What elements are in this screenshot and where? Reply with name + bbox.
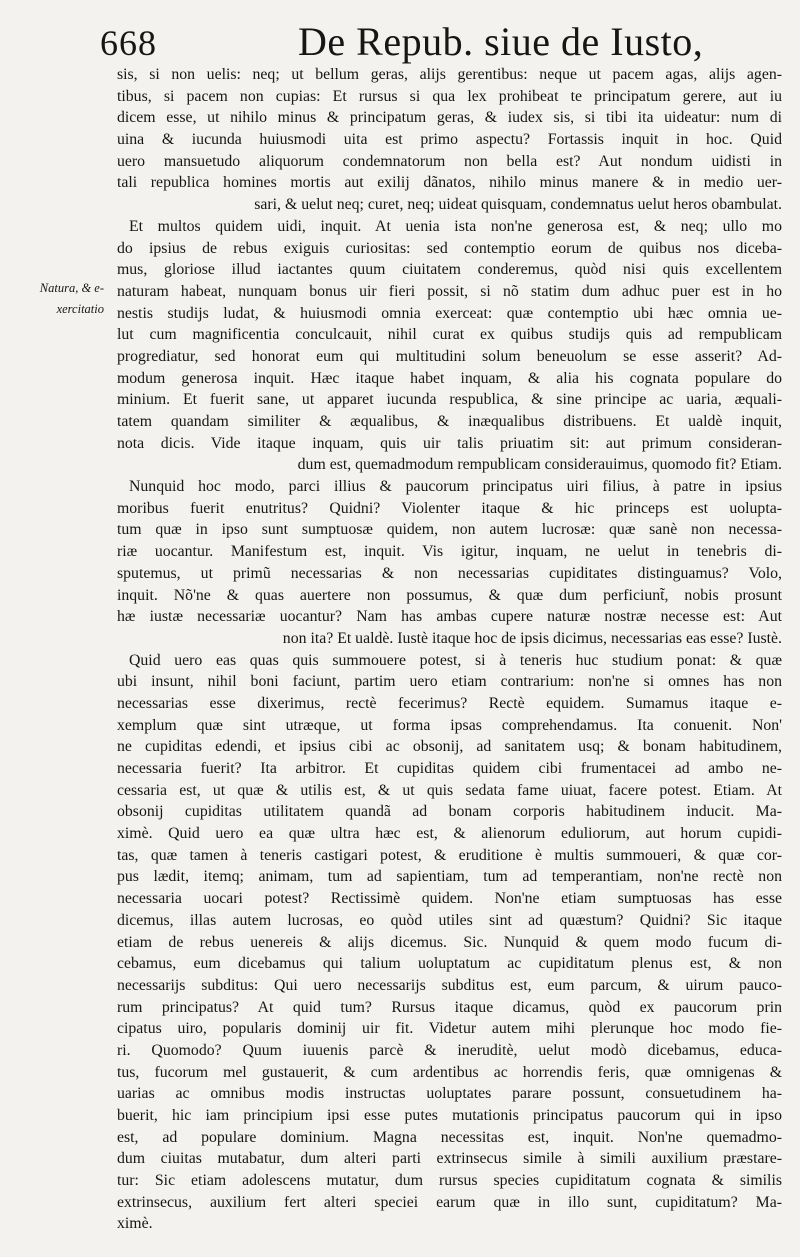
text-line: hæ iustæ necessariæ uocantur? Nam has ambas cupere naturæ nostræ necesse est: Aut — [117, 608, 782, 626]
margin-note-line: xercitatio — [56, 302, 104, 316]
text-line: tatem quandam similiter & æqualibus, & inæqualibus distribuens. Et ualdè inquit, — [117, 413, 782, 430]
text-line: naturam habeat, nunquam bonus uir fieri possit, si nõ statim dum adhuc puer est in ho — [117, 282, 782, 300]
text-line: sis, si non uelis: neq; ut bellum geras, alijs gerentibus: neque ut pacem agas, alijs agen- — [117, 66, 782, 83]
text-line: tum quæ in ipso sunt sumptuosæ quidem, non autem lucrosæ: quæ sanè non necessa- — [117, 521, 782, 539]
text-line: minium. Et fuerit sane, ut apparet iucunda respublica, & sine principe ac uaria, æquali- — [117, 391, 782, 409]
text-line: obsonij cupiditas utilitatem quandã ad bonam corporis habitudinem inducit. Ma- — [117, 803, 782, 821]
text-line: dicemus, illas autem lucrosas, eo quòd utiles sint ad quæstum? Quidni? Sic itaque — [117, 911, 782, 929]
text-line: ubi insunt, nihil boni faciunt, partim uero etiam contrarium: non'ne si omnes has non — [117, 673, 782, 691]
text-line: riæ uocantur. Manifestum est, inquit. Vis igitur, inquam, ne uelut in tenebris di- — [117, 543, 782, 561]
body-text — [117, 64, 782, 1257]
text-line: inquit. Nõ'ne & quas auertere non possumus, & quæ dum perficiunt̃, nobis prosunt — [117, 586, 782, 604]
margin-note — [12, 278, 104, 320]
text-line: tibus, si pacem non cupias: Et rursus si qua lex prohibeat te principatum gerere, aut iu — [117, 87, 782, 105]
text-line: xemplum quæ sint utræque, ut forma ipsas comprehendamus. Ita conuenit. Non' — [117, 716, 782, 734]
text-line: non ita? Et ualdè. Iustè itaque hoc de ipsis dicimus, necessarias eas esse? Iustè. — [282, 629, 782, 647]
text-line: ximè. Quid uero ea quæ ultra hæc est, & alienorum eduliorum, aut horum cupidi- — [117, 825, 782, 843]
text-line: uarias ac omnibus modis instructas uoluptates parare possunt, consuetudinem ha- — [117, 1085, 782, 1103]
text-line: sputemus, ut primũ necessarias & non necessarias cupiditates distinguamus? Volo, — [117, 564, 782, 582]
text-line: rum principatus? At quid tum? Rursus itaque dicamus, quòd ex paucorum prin — [117, 998, 782, 1016]
text-line: nota dicis. Vide itaque inquam, quis uir talis priuatim sit: aut primum consideran- — [117, 434, 782, 452]
text-line: dum est, quemadmodum rempublicam considerauimus, quomodo fit? Etiam. — [297, 456, 782, 474]
text-line: uero mansuetudo aliquorum condemnatorum non bella est? Aut nondum uidisti in — [117, 152, 782, 170]
text-line: ri. Quomodo? Quum iuuenis parcè & ineruditè, uelut modò dicebamus, educa- — [117, 1041, 782, 1059]
text-line: tali republica homines mortis aut exilij dãnatos, nihilo minus manere & in medio uer- — [117, 174, 782, 192]
page-header — [100, 18, 740, 64]
text-line: Et multos quidem uidi, inquit. At uenia ista non'ne generosa est, & neq; ullo mo — [129, 217, 782, 235]
text-line: nestis studijs ludat, & huiusmodi omnia exerceat: quæ contemptio ubi hæc omnia ue- — [117, 304, 782, 322]
text-line: cipatus uiro, popularis dominij uir fit. Videtur autem mihi plerunque hoc modo fie- — [117, 1020, 782, 1038]
text-line: necessarijs subditus: Qui uero necessarijs subditus est, eum parcum, & uirum pauco- — [117, 976, 782, 994]
text-line: pus lædit, itemq; animam, tum ad sapientiam, tum ad temperantiam, non'ne rectè non — [117, 868, 782, 886]
text-line: uina & iucunda huiusmodi uita est primo aspectu? Fortassis inquit in hoc. Quid — [117, 131, 782, 149]
text-line: dum ciuitas mutabatur, dum alteri parti extrinsecus simile à simili auxilium præstare- — [117, 1150, 782, 1168]
text-line: tus, fucorum mel gustauerit, & cum ardentibus ac horrendis feris, quæ omnigenas & — [117, 1063, 782, 1081]
text-line: Nunquid hoc modo, parci illius & paucorum principatus uiri filius, à patre in ipsius — [129, 478, 782, 496]
text-line: mus, gloriose illud iactantes quum ciuitatem conderemus, quòd nisi quis excellentem — [117, 261, 782, 279]
text-line: necessarias esse dixerimus, rectè fecerimus? Rectè equidem. Sumamus itaque e- — [117, 694, 782, 712]
text-line: etiam de rebus uenereis & alijs dicemus. Sic. Nunquid & quem modo fucum di- — [117, 933, 782, 951]
text-line: moribus fuerit enutritus? Quidni? Violenter itaque & hic princeps est uolupta- — [117, 499, 782, 517]
text-line: extrinsecus, auxilium fert alteri speciei earum quæ in illo sunt, cupiditatum? Ma- — [117, 1193, 782, 1211]
text-line: ne cupiditas edendi, et ipsius cibi ac obsonij, ad sanitatem usq; & bonam habitudinem, — [117, 738, 782, 756]
margin-note-line: Natura, & e- — [39, 281, 104, 295]
page-number: 668 — [100, 23, 157, 63]
text-line: Quid uero eas quas quis summouere potest, si à teneris huc studium ponat: & quæ — [129, 651, 782, 669]
text-line: est, ad populare dominium. Magna necessitas est, inquit. Non'ne quemadmo- — [117, 1128, 782, 1146]
text-line — [117, 1235, 782, 1257]
text-line: necessaria uocari potest? Rectissimè quidem. Non'ne etiam sumptuosas has esse — [117, 890, 782, 908]
text-line: tas, quæ tamen à teneris castigari potest, & eruditione è multis summoueri, & quæ cor- — [117, 846, 782, 864]
text-line: tur: Sic etiam adolescens mutatur, dum rursus species cupiditatum cognata & similis — [117, 1172, 782, 1190]
text-line: lut cum magnificentia conculcauit, nihil curat ex quibus studijs quis ad rempublicam — [117, 326, 782, 344]
text-line: dicem esse, ut nihilo minus & principatum geras, & iudex sis, si tibi ita uideatur: num di — [117, 109, 782, 127]
text-line: do ipsius de rebus exiguis curiositas: sed contemptio eorum de quibus nos diceba- — [117, 239, 782, 257]
text-line: buerit, hic iam principium ipsi esse putes mutationis principatus paucorum qui in ipso — [117, 1107, 782, 1124]
text-line: cessaria est, ut quæ & utilis est, & ut quis sedata fame uiuat, facere potest. Etiam. At — [117, 781, 782, 799]
text-line: cebamus, eum dicebamus qui talium uoluptatum ac cupiditatum plenus est, & non — [117, 955, 782, 973]
text-line: sari, & uelut neq; curet, neq; uideat quisquam, condemnatus uelut heros obambulat. — [254, 196, 782, 214]
text-line: necessaria fuerit? Ita arbitror. Et cupiditas quidem cibi frumentacei ad ambo ne- — [117, 760, 782, 777]
text-line: ximè. — [117, 1215, 153, 1233]
running-head: De Repub. siue de Iusto, — [298, 19, 704, 64]
text-line: modum generosa inquit. Hæc itaque habet inquam, & alia his cognata populare do — [117, 369, 782, 387]
text-line: progrediatur, sed honorat eum qui multitudini solum beneuolum se esse asserit? Ad- — [117, 347, 782, 365]
